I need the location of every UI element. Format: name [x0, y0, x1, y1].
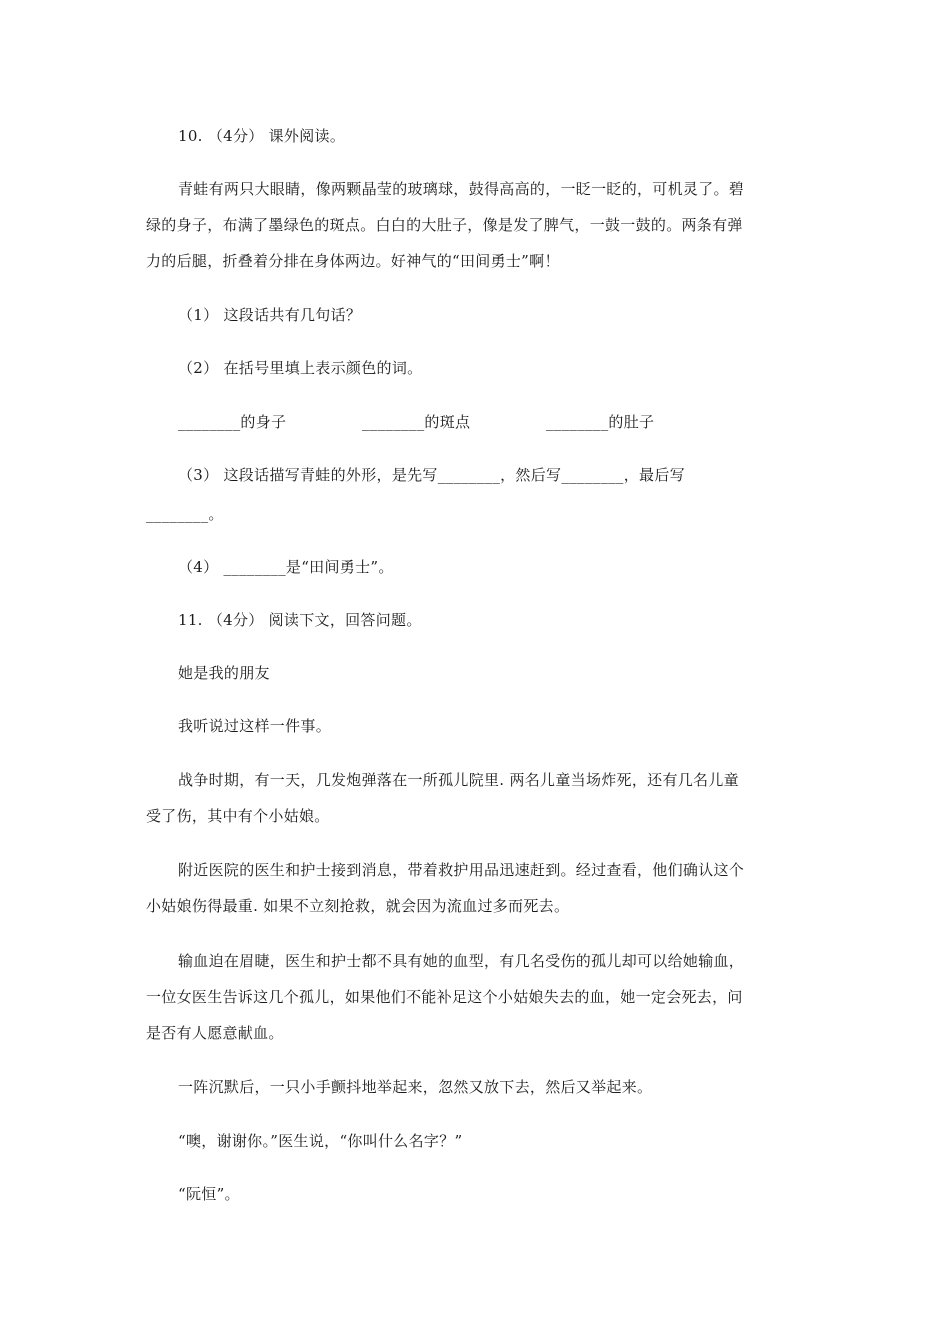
question-11-header: 11. （4分） 阅读下文，回答问题。: [178, 611, 422, 629]
passage-line: 力的后腿，折叠着分排在身体两边。好神气的“田间勇士”啊！: [146, 252, 560, 270]
story-paragraph: “阮恒”。: [178, 1185, 240, 1203]
blank-spots: ________的斑点: [362, 413, 471, 431]
story-paragraph: 我听说过这样一件事。: [178, 717, 332, 735]
story-paragraph: “噢，谢谢你。”医生说，“你叫什么名字？”: [178, 1132, 463, 1150]
sub-question-3-cont: ________。: [146, 505, 224, 523]
sub-question-3: （3） 这段话描写青蛙的外形，是先写________，然后写________，最后写: [178, 466, 685, 484]
passage-line: 青蛙有两只大眼睛，像两颗晶莹的玻璃球，鼓得高高的，一眨一眨的，可机灵了。碧: [178, 180, 745, 198]
sub-question-2: （2） 在括号里填上表示颜色的词。: [178, 359, 423, 377]
story-paragraph-cont: 一位女医生告诉这几个孤儿，如果他们不能补足这个小姑娘失去的血，她一定会死去，问: [146, 988, 743, 1006]
story-paragraph-cont: 小姑娘伤得最重. 如果不立刻抢救，就会因为流血过多而死去。: [146, 897, 570, 915]
story-paragraph: 一阵沉默后，一只小手颤抖地举起来，忽然又放下去，然后又举起来。: [178, 1078, 653, 1096]
sub-question-4: （4） ________是“田间勇士”。: [178, 558, 394, 576]
story-paragraph-cont: 是否有人愿意献血。: [146, 1024, 284, 1042]
story-paragraph: 战争时期，有一天，几发炮弹落在一所孤儿院里. 两名儿童当场炸死，还有几名儿童: [178, 771, 739, 789]
blank-belly: ________的肚子: [546, 413, 655, 431]
passage-line: 绿的身子，布满了墨绿色的斑点。白白的大肚子，像是发了脾气，一鼓一鼓的。两条有弹: [146, 216, 743, 234]
sub-question-1: （1） 这段话共有几句话？: [178, 306, 362, 324]
story-paragraph: 输血迫在眉睫，医生和护士都不具有她的血型，有几名受伤的孤儿却可以给她输血，: [178, 952, 745, 970]
question-10-header: 10. （4分） 课外阅读。: [178, 127, 346, 145]
blank-body: ________的身子: [178, 413, 287, 431]
story-title: 她是我的朋友: [178, 664, 270, 682]
story-paragraph: 附近医院的医生和护士接到消息，带着救护用品迅速赶到。经过查看，他们确认这个: [178, 861, 745, 879]
story-paragraph-cont: 受了伤，其中有个小姑娘。: [146, 807, 330, 825]
